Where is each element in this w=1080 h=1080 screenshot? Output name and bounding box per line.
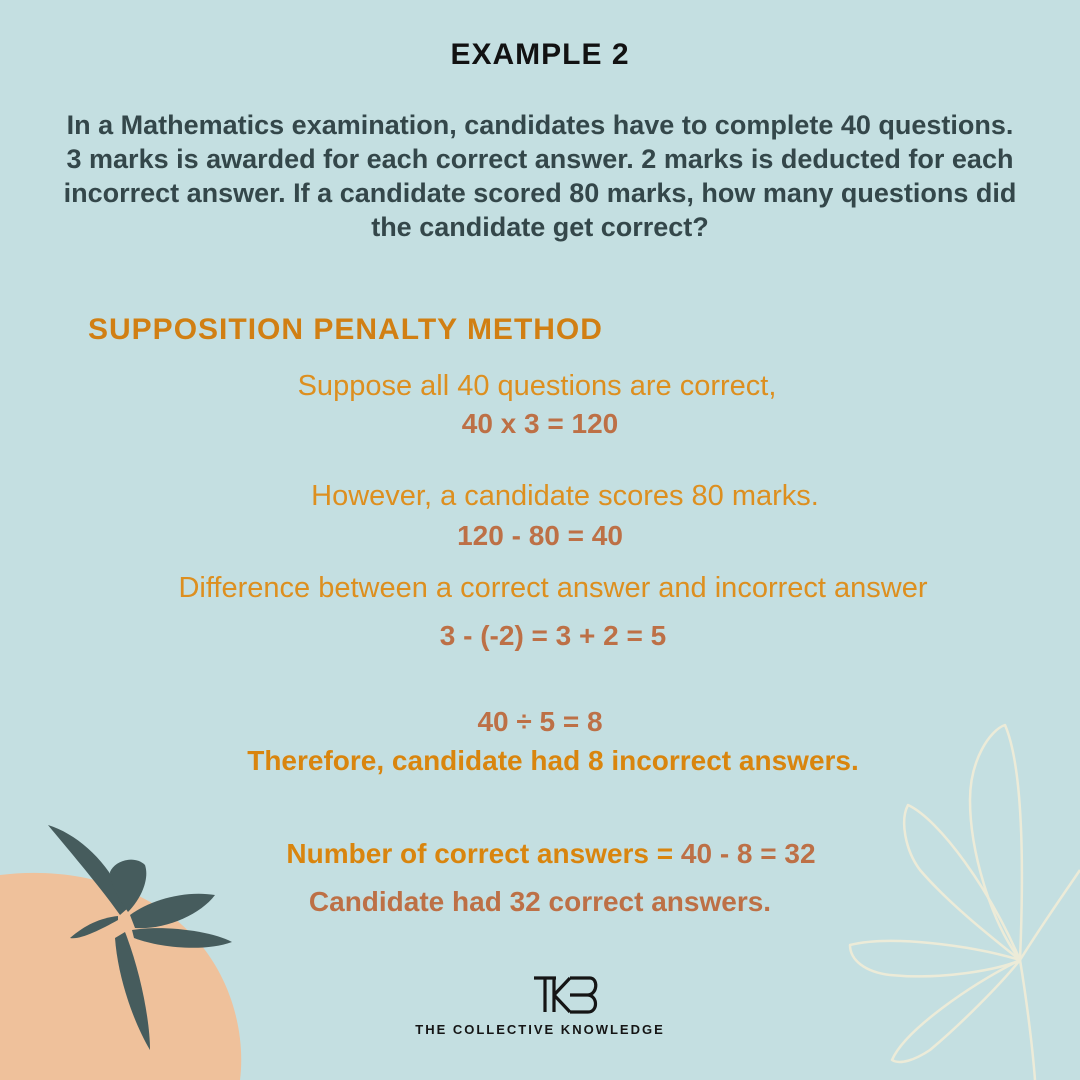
method-heading: SUPPOSITION PENALTY METHOD [88,313,603,346]
step-5-label: Number of correct answers = [286,838,681,869]
step-4-calc: 40 ÷ 5 = 8 [477,706,603,737]
step-3-text: Difference between a correct answer and incorrect answer [178,572,928,604]
step-5-line [11,838,1080,870]
step-1-calc: 40 x 3 = 120 [461,408,619,439]
step-4-conclusion: Therefore, candidate had 8 incorrect answers. [247,745,859,776]
step-5-conclusion: Candidate had 32 correct answers. [308,886,772,917]
step-5-calc: 40 - 8 = 32 [680,838,816,869]
step-1-text: Suppose all 40 questions are correct, [297,370,777,402]
tkb-logo [532,974,598,1016]
page-title: EXAMPLE 2 [450,38,630,71]
question-text: In a Mathematics examination, candidates have to complete 40 questions. 3 marks is awarded for each correct answer. 2 marks is deducted for each incorrect answer. If a candidate scored 80 marks, how many questions did the candidate get correct? [63,110,1017,242]
step-2-text: However, a candidate scores 80 marks. [311,480,819,512]
brand-name: THE COLLECTIVE KNOWLEDGE [415,1022,665,1037]
step-2-calc: 120 - 80 = 40 [457,520,623,551]
step-3-calc: 3 - (-2) = 3 + 2 = 5 [439,620,667,651]
